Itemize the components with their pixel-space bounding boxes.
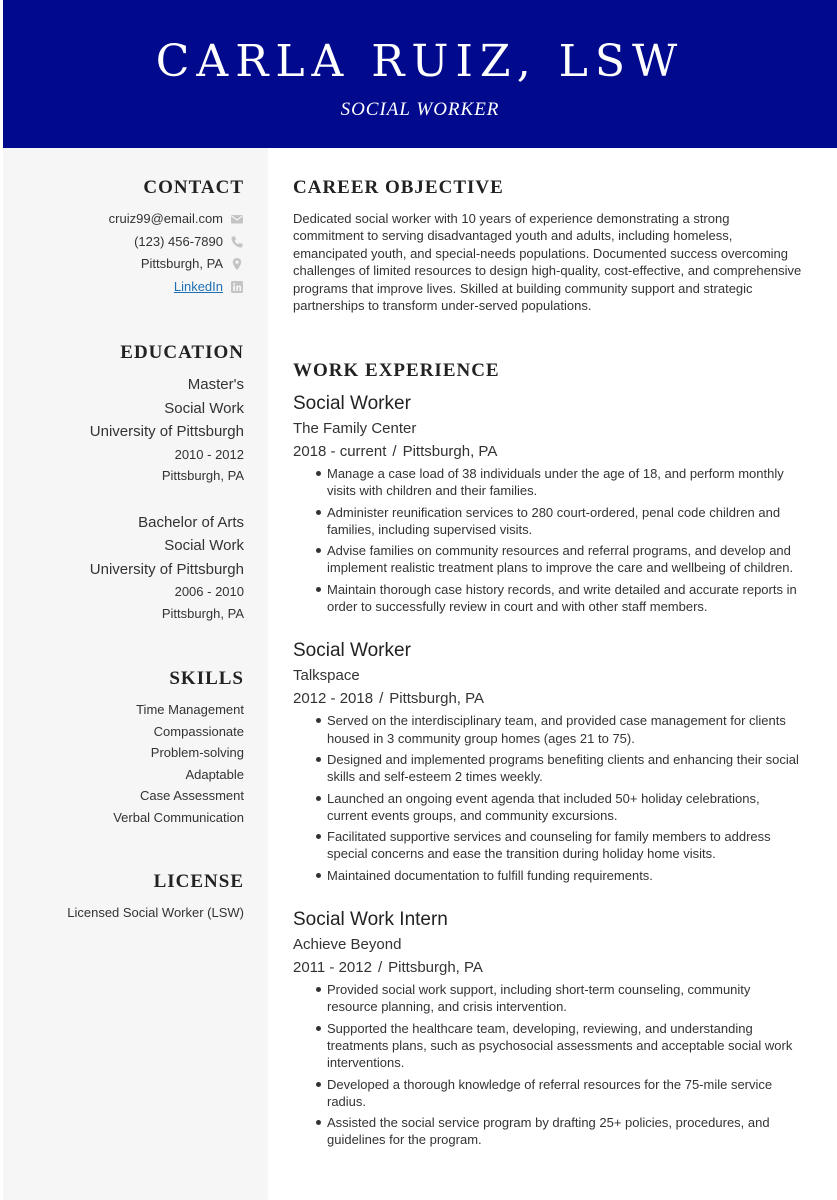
job-location: Pittsburgh, PA (402, 443, 498, 460)
job-bullets (293, 712, 803, 884)
education-item (90, 511, 244, 625)
job-bullet: Designed and implemented programs benefiting clients and enhancing their social skills and self-esteem 2 times weekly. (327, 751, 803, 786)
job-title: Social Work Intern (293, 909, 448, 931)
job-company: The Family Center (293, 420, 417, 437)
job-dates-location (293, 956, 803, 979)
contact-email[interactable]: cruiz99@email.com (108, 211, 223, 226)
job-bullet: Facilitated supportive services and counseling for family members to address special concerns and ease the transition during holiday home visits. (327, 828, 803, 863)
job-bullet: Provided social work support, including short-term counseling, community resource planning, and crisis intervention. (327, 981, 803, 1016)
contact-phone-row (109, 231, 244, 254)
job-company: Achieve Beyond (293, 936, 402, 954)
skill-item: Problem-solving (150, 745, 244, 760)
experience-heading: WORK EXPERIENCE (293, 360, 500, 381)
job-company: Talkspace (293, 667, 360, 685)
contact-linkedin-row (109, 276, 244, 299)
job-bullet: Maintained documentation to fulfill funding requirements. (327, 867, 803, 884)
linkedin-icon (230, 280, 244, 294)
license-text: Licensed Social Worker (LSW) (67, 905, 244, 920)
job-dates-location (293, 687, 803, 710)
education-years: 2010 - 2012 (174, 446, 244, 462)
skill-item: Verbal Communication (113, 809, 244, 825)
education-field: Social Work (164, 537, 244, 554)
job-dates: 2011 - 2012 (293, 959, 372, 977)
job-separator: / (392, 443, 397, 460)
education-field: Social Work (164, 399, 244, 417)
job-bullet: Administer reunification services to 280 court-ordered, penal code children and families, including supervised visits. (327, 504, 803, 539)
job-bullets (293, 465, 803, 615)
license-section (67, 871, 244, 924)
objective-text: Dedicated social worker with 10 years of experience demonstrating a strong commitment to serving disadvantaged youth and adults, including homeless, emancipated youth, and special-needs populations. Documented success overcoming challenges of limited resources to design high-quality, cost-effective, and comprehensive programs that improve lives. Skilled at building community support and strategic partnerships to transform under-served populations. (293, 211, 802, 314)
candidate-name: CARLA RUIZ, LSW (155, 36, 685, 87)
experience-section (293, 360, 803, 1153)
job-entry (293, 907, 803, 1149)
objective-heading: CAREER OBJECTIVE (293, 177, 504, 198)
candidate-role: SOCIAL WORKER (340, 99, 500, 120)
skill-item: Compassionate (153, 723, 244, 739)
job-bullet: Assisted the social service program by drafting 25+ policies, procedures, and guidelines for the program. (327, 1114, 803, 1149)
education-location: Pittsburgh, PA (161, 605, 244, 621)
job-bullet: Manage a case load of 38 individuals under the age of 18, and perform monthly visits with children and their families. (327, 465, 803, 500)
education-degree: Bachelor of Arts (138, 513, 244, 531)
job-entry (293, 638, 803, 884)
skill-item: Adaptable (185, 766, 244, 782)
education-item (90, 373, 244, 487)
contact-phone[interactable]: (123) 456-7890 (134, 233, 223, 249)
job-bullet: Developed a thorough knowledge of referral resources for the 75-mile service radius. (327, 1076, 803, 1111)
contact-email-row (109, 208, 244, 231)
contact-location-row (109, 253, 244, 276)
job-separator: / (379, 690, 384, 708)
contact-heading: CONTACT (143, 177, 244, 198)
skills-heading: SKILLS (169, 668, 244, 689)
skill-item: Case Assessment (139, 788, 244, 803)
education-degree: Master's (187, 376, 244, 393)
job-dates: 2018 - current (293, 443, 387, 460)
job-bullet: Advise families on community resources and referral programs, and develop and implement realistic treatment plans to improve the care and wellbeing of children. (327, 542, 803, 577)
job-location: Pittsburgh, PA (388, 959, 483, 977)
job-location: Pittsburgh, PA (389, 690, 485, 708)
job-separator: / (377, 959, 383, 977)
job-bullet: Launched an ongoing event agenda that included 50+ holiday celebrations, current events groups, and community excursions. (327, 790, 803, 825)
skills-section (113, 668, 244, 828)
job-dates-location (293, 440, 803, 463)
contact-location: Pittsburgh, PA (140, 256, 223, 271)
education-school: University of Pittsburgh (89, 560, 244, 578)
sidebar (3, 148, 268, 1200)
envelope-icon (230, 212, 244, 226)
education-school: University of Pittsburgh (89, 423, 244, 440)
job-entry (293, 391, 803, 615)
education-heading: EDUCATION (120, 342, 244, 363)
job-bullet: Supported the healthcare team, developing, reviewing, and understanding treatments plans, such as psychosocial assessments and acceptable social work interventions. (327, 1020, 803, 1072)
license-heading: LICENSE (153, 871, 244, 892)
job-title: Social Worker (293, 393, 411, 414)
education-section (90, 342, 244, 624)
contact-section (109, 177, 244, 298)
map-pin-icon (230, 257, 244, 271)
job-dates: 2012 - 2018 (293, 690, 374, 708)
job-bullet: Maintain thorough case history records, and write detailed and accurate reports in order to successfully review in court and with other staff members. (327, 581, 803, 616)
education-location: Pittsburgh, PA (161, 468, 244, 483)
job-title: Social Worker (293, 640, 411, 662)
education-years: 2006 - 2010 (174, 584, 244, 599)
phone-icon (230, 235, 244, 249)
linkedin-link[interactable]: LinkedIn (173, 278, 223, 294)
job-bullets (293, 981, 803, 1149)
job-bullet: Served on the interdisciplinary team, and provided case management for clients housed in 3 community group homes (ages 21 to 75). (327, 712, 803, 747)
objective-section (293, 177, 803, 314)
skill-item: Time Management (136, 702, 244, 717)
resume-header (3, 0, 837, 148)
